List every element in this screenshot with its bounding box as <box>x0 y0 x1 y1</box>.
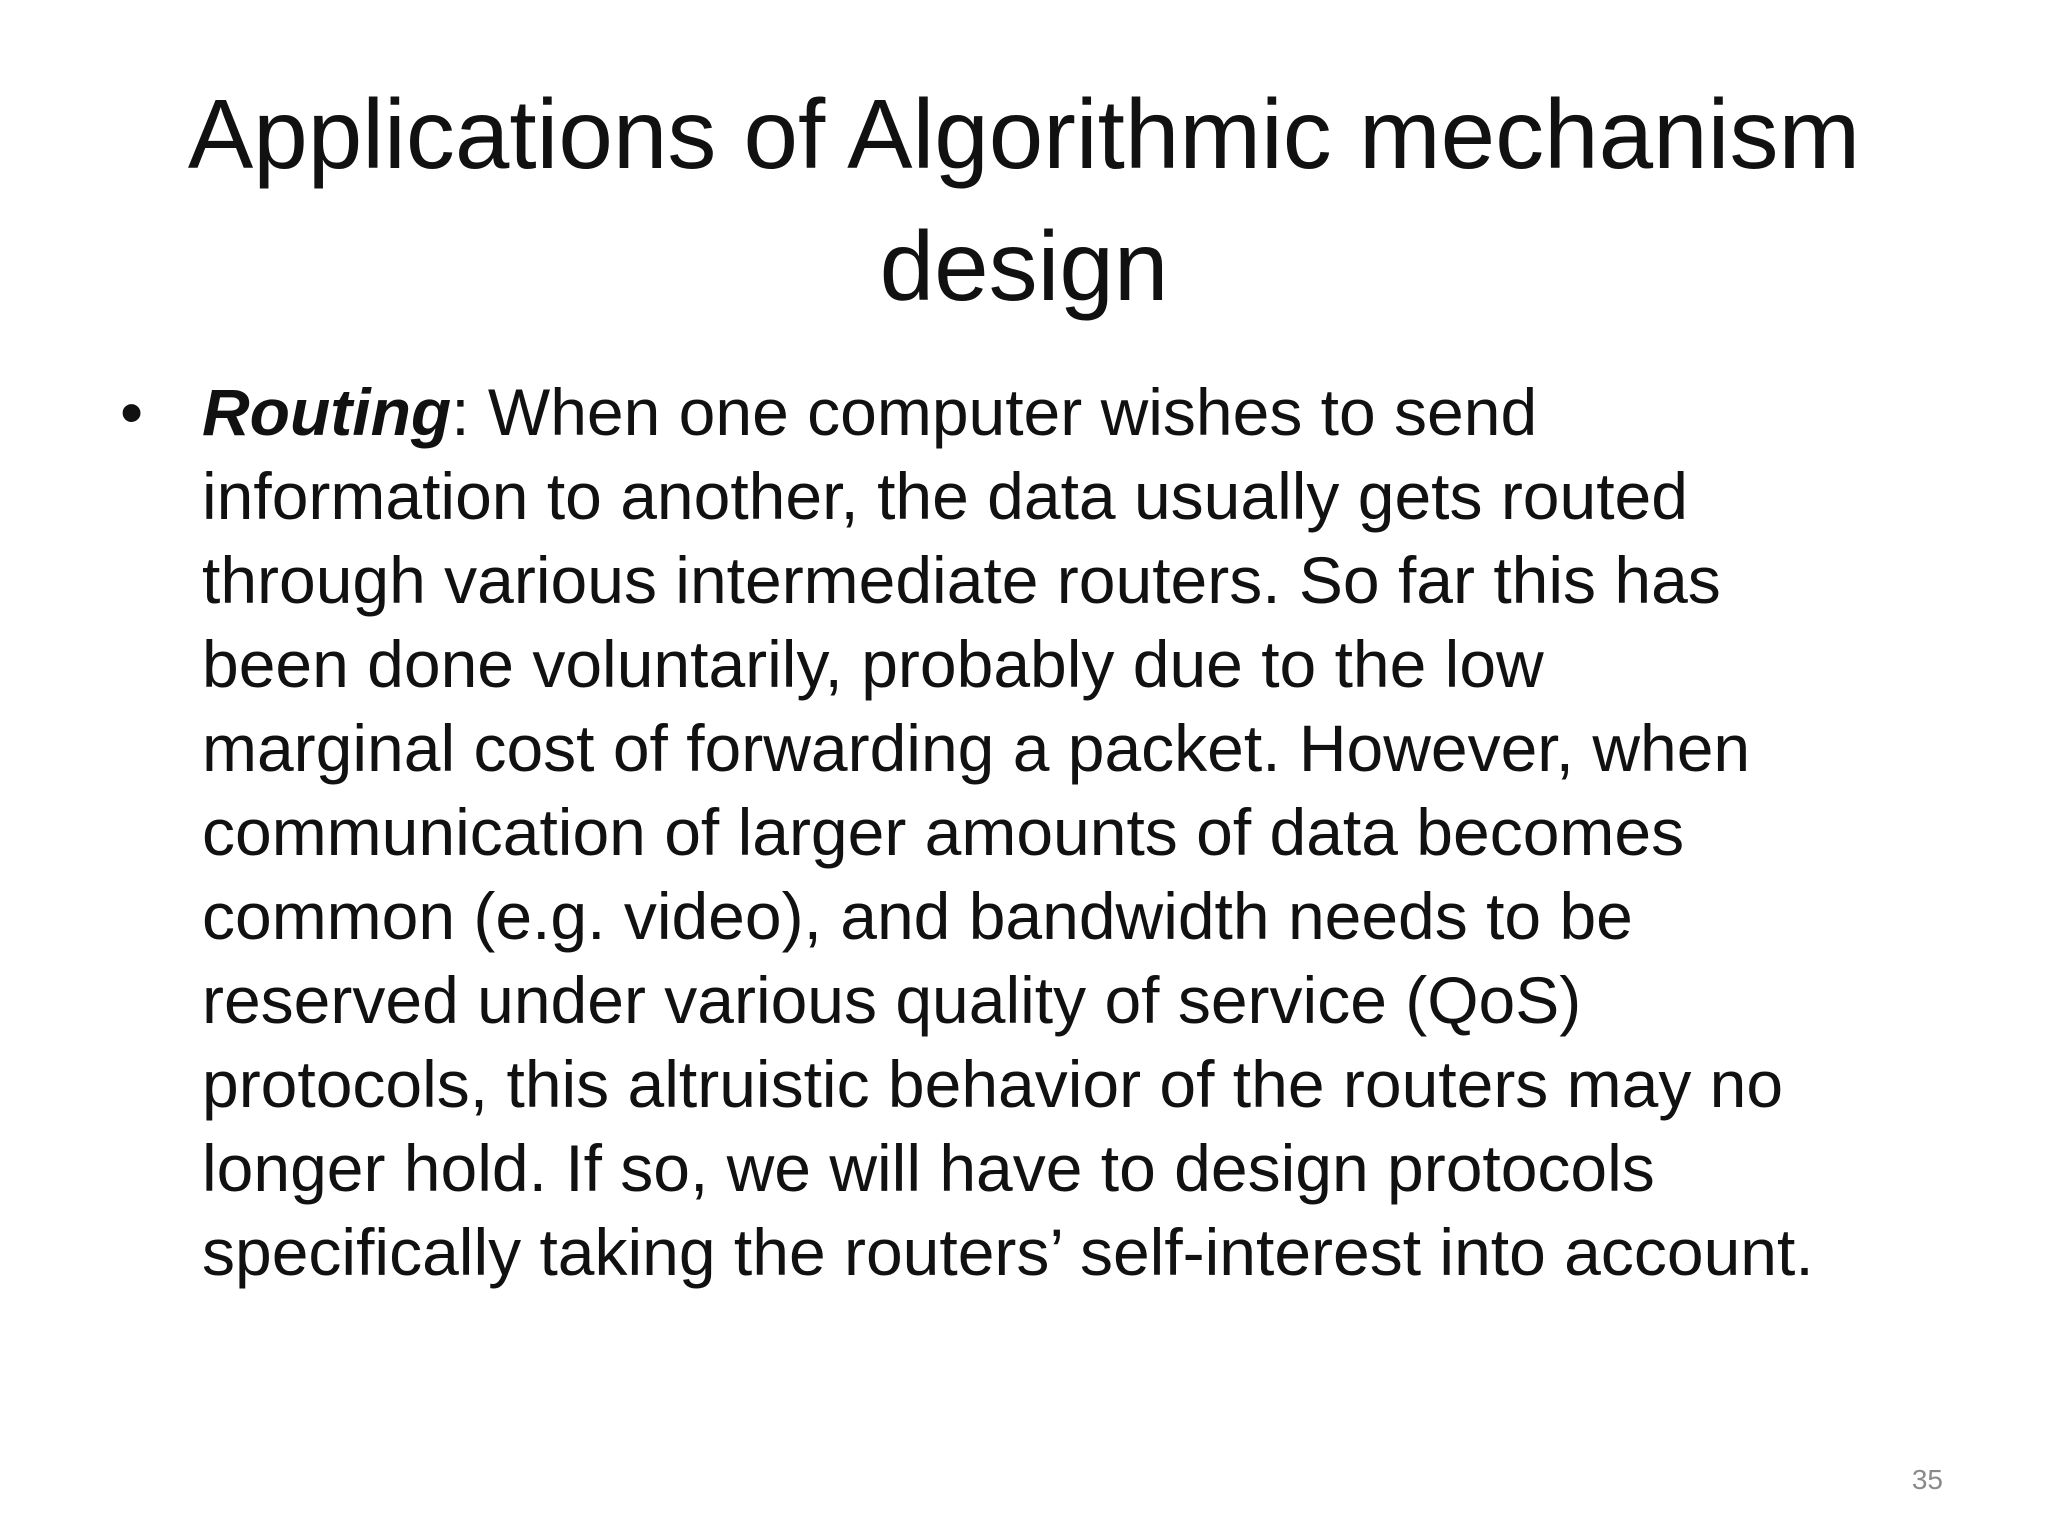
bullet-line: through various intermediate routers. So far this has <box>202 543 1721 617</box>
bullet-line: information to another, the data usually gets routed <box>202 459 1688 533</box>
title-line-1: Applications of Algorithmic mechanism <box>187 79 1861 189</box>
bullet-line: protocols, this altruistic behavior of the routers may no <box>202 1047 1784 1121</box>
slide-title <box>90 68 1958 332</box>
bullet-line: been done voluntarily, probably due to the low <box>202 627 1544 701</box>
bullet-line: reserved under various quality of service (QoS) <box>202 963 1582 1037</box>
bullet-marker: • <box>120 375 144 449</box>
title-line-2: design <box>879 211 1169 321</box>
slide-content <box>120 370 1980 1294</box>
bullet-line-1-rest: : When one computer wishes to send <box>451 375 1538 449</box>
bullet-line: longer hold. If so, we will have to design protocols <box>202 1131 1655 1205</box>
bullet-item <box>120 370 1980 1294</box>
bullet-line-1 <box>202 370 1980 454</box>
bullet-line: marginal cost of forwarding a packet. However, when <box>202 711 1751 785</box>
bullet-line: communication of larger amounts of data becomes <box>202 795 1685 869</box>
bullet-text <box>202 370 1980 1294</box>
bullet-line: specifically taking the routers’ self-interest into account. <box>202 1215 1814 1289</box>
bullet-line: common (e.g. video), and bandwidth needs to be <box>202 879 1633 953</box>
routing-term: Routing <box>202 375 452 449</box>
page-number: 35 <box>1911 1464 1943 1495</box>
